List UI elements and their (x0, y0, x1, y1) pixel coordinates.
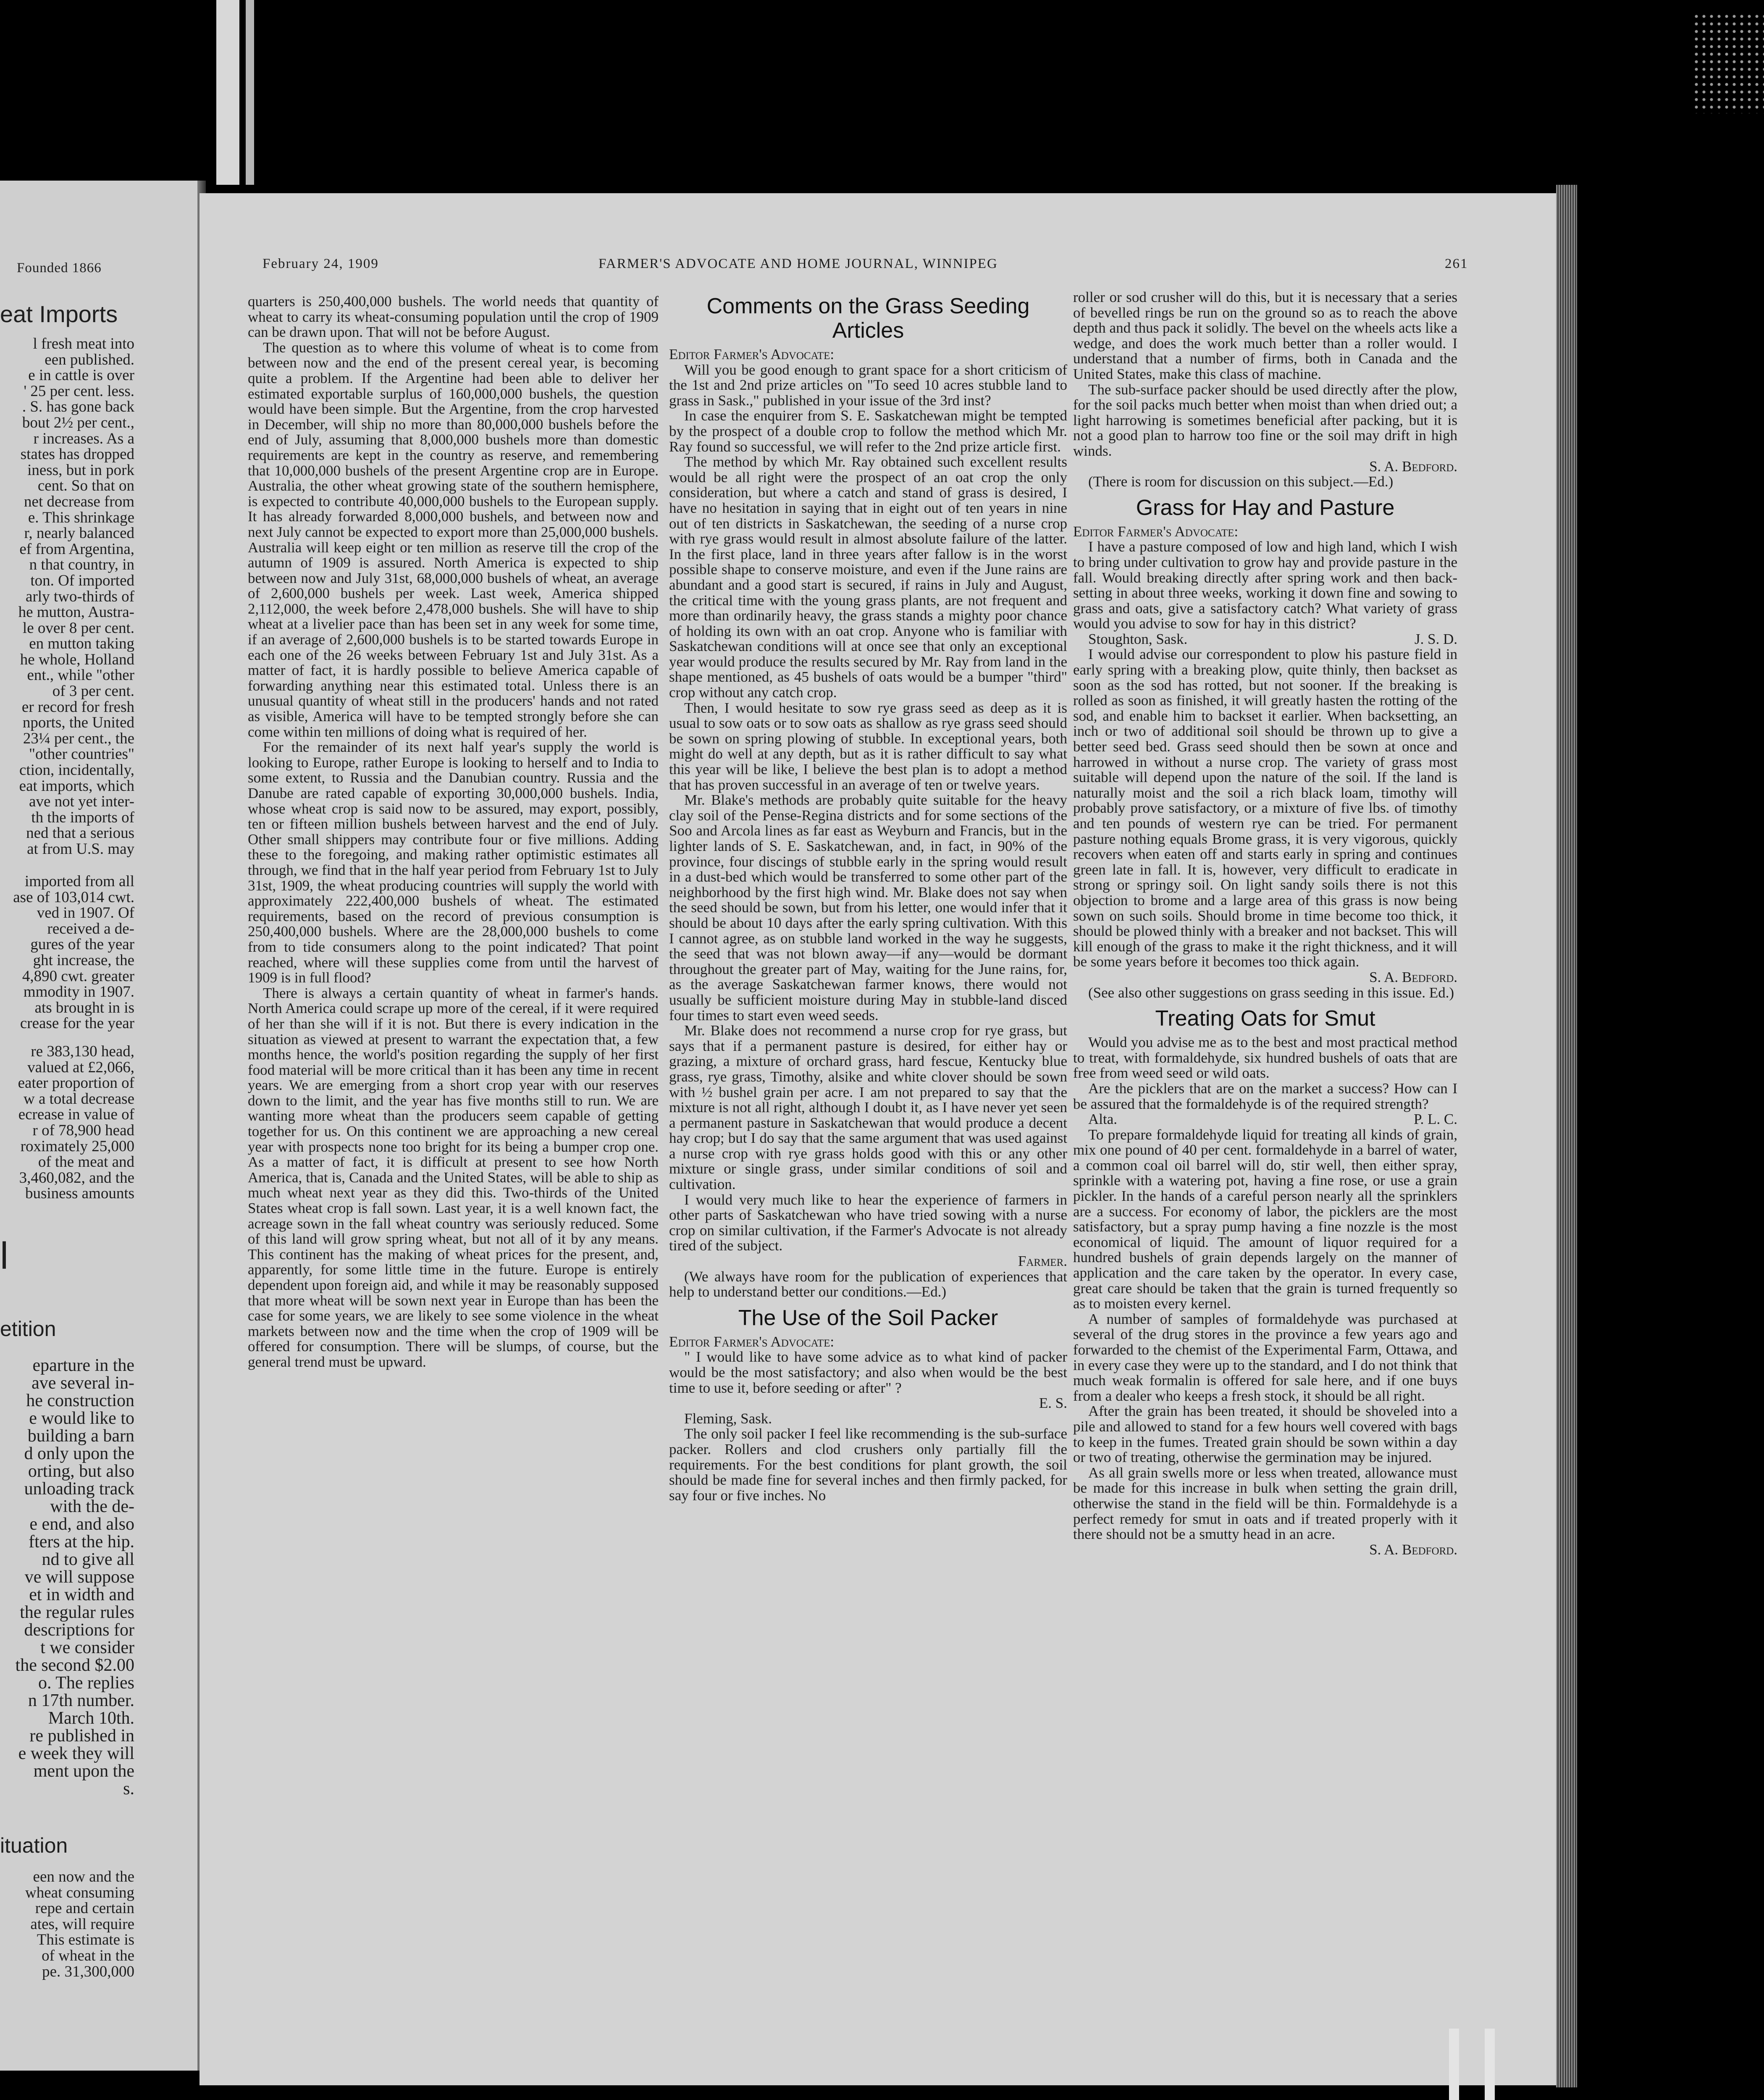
heading-fragment: l (0, 1235, 8, 1277)
text-line: ent., while "other (27, 667, 134, 684)
paragraph: The only soil packer I feel like recommending is the sub-surface packer. Rollers and clod crushers only partially fill the requirements. For the best conditions for plant growth, the soil should be made fine for several inches and then firmly packed, for say four or five inches. No (669, 1425, 1067, 1504)
article-heading: Treating Oats for Smut (1155, 1006, 1376, 1031)
paragraph: For the remainder of its next half year's supply the world is looking to Europe, rather Europe is looking to herself and to India to some extent, to Russia and the Danubian country. Russia and the Danube are rated capable of exporting 30,000,000 bushels. India, whose wheat crop is said now to be assured, may export, possibly, ten or fifteen million bushels between harvest and the end of July. Other small shippers may contribute four or five millions. Adding these to the foregoing, and making rather optimistic estimates all through, we find that in the half year period from February 1st to July 31st, 1909, the wheat producing countries will supply the world with approximately 222,400,000 bushels of wheat. The estimated requirements, based on the record of previous consumption is 250,400,000 bushels. Where are the 28,000,000 bushels to come from to tide consumers along to the point indicated? That point reached, where will these supplies come from until the harvest of 1909 is in full flood? (248, 739, 659, 986)
column-3 (1073, 290, 1457, 1557)
left-column-block-c (0, 1044, 134, 1202)
text-line: r of 78,900 head (32, 1121, 134, 1139)
text-line: repe and certain (35, 1900, 134, 1917)
editor-note: (There is room for discussion on this subject.—Ed.) (1088, 473, 1394, 490)
text-line: unloading track (24, 1479, 134, 1499)
text-line: 3,460,082, and the (19, 1169, 134, 1186)
paragraph: In case the enquirer from S. E. Saskatchewan might be tempted by the prospect of a double crop to follow the method which Mr. Ray found so successful, we will refer to the 2nd prize article first. (669, 407, 1067, 455)
article-heading: Grass for Hay and Pasture (1136, 495, 1395, 520)
text-line: ase of 103,014 cwt. (13, 888, 134, 906)
text-line: of wheat in the (42, 1947, 134, 1964)
page-edges (1556, 185, 1577, 2087)
paragraph: roller or sod crusher will do this, but it is necessary that a series of bevelled rings be run on the ground so as to reach the above depth and thus pack it solidly. The bevel on the wheels acts like a wedge, and does the work much better than a roller would. I understand that a number of firms, both in Canada and the United States, make this class of machine. (1073, 289, 1457, 382)
text-line: nports, the United (22, 714, 134, 732)
text-line: een now and the (33, 1868, 134, 1885)
text-line: e would like to (29, 1409, 134, 1428)
text-line: e week they will (18, 1744, 134, 1763)
paragraph: After the grain has been treated, it should be shoveled into a pile and allowed to stand for a few hours well covered with bags to keep in the fumes. Treated grain should be sown within a day or two of treating, otherwise the germination may be injured. (1073, 1403, 1457, 1466)
founded-label: Founded 1866 (17, 260, 102, 276)
editor-line: Editor Farmer's Advocate: (669, 346, 835, 362)
text-line: een published. (45, 351, 134, 368)
text-line: at from U.S. may (27, 840, 134, 858)
paragraph: There is always a certain quantity of wheat in farmer's hands. North America could scrape up more of the cereal, if it were required of her than she will if it is not. But there is every indication in the situation as viewed at present to warrant the expectation that, a few months hence, the world's position regarding the supply of her first food material will be more critical than it has been any time in recent years. We are emerging from a short crop year with our reserves down to the limit, and the year has five months still to run. We are wanting more wheat than the producers seem capable of getting together for us. On this continent we are approaching a new cereal year with prospects none too bright for its being a bumper crop one. As a matter of fact, it is difficult at present to see how North America, that is, Canada and the United States, will be able to ship as much wheat next year as they did this. Two-thirds of the United States wheat crop is fall sown. Last year, it is a well known fact, the acreage sown in the fall wheat country was seriously reduced. Some of this land will grow spring wheat, but not all of it by any means. This continent has the making of wheat prices for the present, and, apparently, for some little time in the future. Europe is entirely dependent upon foreign aid, and while it may be reasonably supposed that more wheat will be sown next year in Europe than has been the case for some years, we are likely to see some violence in the wheat markets between now and the time when the crop of 1909 will be offered for consumption. There will be slumps, of course, but the general trend must be upward. (248, 984, 659, 1370)
text-line: et in width and (29, 1585, 134, 1604)
place-line (1073, 1112, 1457, 1127)
signature: E. S. (1039, 1395, 1067, 1412)
text-line: received a de- (47, 920, 134, 937)
text-line: ction, incidentally, (19, 761, 134, 779)
text-line: 23¼ per cent., the (23, 730, 134, 747)
paragraph: The question as to where this volume of wheat is to come from between now and the end of the present cereal year, is becoming quite a problem. If the Argentine had been able to deliver her estimated exportable surplus of 160,000,000 bushels, the question would have been simple. But the Argentine, from the crop harvested in December, will ship no more than 80,000,000 bushels before the end of July, assuming that 8,000,000 bushels more than domestic requirements are kept in the country as reserve, and remembering that 10,000,000 bushels of the present Argentine crop are in Europe. Australia, the other wheat growing state of the southern hemisphere, is expected to contribute 40,000,000 bushels to the European supply. It has already forwarded 8,000,000 bushels, and between now and next July cannot be expected to export more than 25,000,000 bushels. Australia will keep eight or ten million as reserve till the crop of the autumn of 1909 is assured. North America is expected to ship between now and July 31st, 68,000,000 bushels of wheat, an average of 2,600,000 bushels per week. Last week, America shipped 2,112,000, the week before 2,478,000 bushels. She will have to ship wheat at a livelier pace than has been set in any week for some time, if an average of 2,600,000 bushels is to be started towards Europe in each one of the 26 weeks between February 1st and July 31st. As a matter of fact, it is hardly possible to believe America capable of forwarding anything near this estimated total. Unless there is an unusual quantity of wheat still in the producers' hands and not rated as visible, America will have to be tempted strongly before she can come within ten millions of doing what is required of her. (248, 339, 659, 740)
paragraph: To prepare formaldehyde liquid for treating all kinds of grain, mix one pound of 40 per cent. formaldehyde in a barrel of water, a common coal oil barrel will do, stir well, then either spray, sprinkle with a watering pot, having a fine rose, or use a grain pickler. In the hands of a careful person nearly all the sprinklers are a success. For economy of labor, the picklers are the most satisfactory, but a spray pump having a fine nozzle is the most economical of liquid. The amount of liquor required for a hundred bushels of grain depends largely on the manner of application and the care taken by the operator. In every case, great care should be taken that the grain is turned frequently so as to moisten every kernel. (1073, 1126, 1457, 1312)
header-page-number: 261 (1445, 256, 1468, 271)
text-line: ned that a serious (26, 824, 134, 842)
paragraph: Will you be good enough to grant space for a short criticism of the 1st and 2nd prize articles on "To seed 10 acres stubble land to grass in Sask.," published in your issue of the 3rd inst? (669, 361, 1067, 409)
text-line: er record for fresh (21, 698, 134, 716)
text-line: he mutton, Austra- (18, 604, 134, 621)
paragraph: The sub-surface packer should be used directly after the plow, for the soil packs much better when moist than when dried out; a light harrowing is sometimes beneficial after packing, but it is not a good plan to harrow too fine or the soil may drift in high winds. (1073, 381, 1457, 459)
text-line: crease for the year (20, 1015, 134, 1032)
text-line: eparture in the (32, 1356, 134, 1375)
text-line: business amounts (25, 1185, 134, 1202)
text-line: ton. Of imported (30, 572, 134, 589)
binding-strip (216, 0, 239, 185)
text-line: d only upon the (24, 1444, 134, 1463)
text-line: of 3 per cent. (52, 682, 134, 700)
text-line: pe. 31,300,000 (42, 1963, 134, 1980)
text-line: l fresh meat into (33, 335, 134, 352)
editor-line: Editor Farmer's Advocate: (1073, 523, 1239, 540)
text-line: e. This shrinkage (28, 509, 134, 526)
paragraph: Then, I would hesitate to sow rye grass seed as deep as it is usual to sow oats or to sow oats as shallow as rye grass seed should be sown on spring plowing of stubble. In exceptional years, both might do well at any depth, but as it is rather difficult to say what this year will be like, I believe the best plan is to adopt a method that has proven successful in an average of ten or twelve years. (669, 699, 1067, 793)
page-tab (1485, 2029, 1495, 2100)
text-line: en mutton taking (29, 635, 134, 653)
signature: Farmer. (1018, 1253, 1067, 1270)
text-line: w a total decrease (24, 1090, 134, 1108)
place: Stoughton, Sask. (1088, 630, 1188, 647)
page-tab (1449, 2029, 1459, 2100)
text-line: states has dropped (20, 446, 134, 463)
paragraph: quarters is 250,400,000 bushels. The world needs that quantity of wheat to carry its wheat-consuming population until the crop of 1909 can be drawn upon. That will not be before August. (248, 293, 659, 341)
place-line: Fleming, Sask. (684, 1410, 772, 1427)
text-line: fters at the hip. (29, 1532, 134, 1551)
text-line: of the meat and (38, 1153, 134, 1171)
text-line: th the imports of (31, 808, 134, 826)
text-line: re published in (29, 1726, 134, 1746)
header-title: FARMER'S ADVOCATE AND HOME JOURNAL, WINNIPEG (598, 256, 998, 271)
text-line: This estimate is (37, 1931, 134, 1949)
text-line: re 383,130 head, (31, 1043, 134, 1060)
text-line: ave several in- (32, 1373, 134, 1393)
text-line: descriptions for (24, 1620, 134, 1640)
text-line: . S. has gone back (22, 398, 134, 416)
text-line: o. The replies (38, 1673, 134, 1693)
left-column-block-a (0, 336, 134, 857)
text-line: net decrease from (24, 493, 134, 510)
paragraph: The method by which Mr. Ray obtained such excellent results would be all right were the prospect of an oat crop the only consideration, but where a catch and stand of grass is desired, I have no hesitation in saying that in eight out of ten years in nine out of ten districts in Saskatchewan, the seeding of a nurse crop with rye grass would result in almost absolute failure of the latter. In the first place, land in three years after fallow is in the worst possible shape to conserve moisture, and even if the June rains are abundant and a good start is secured, if rains in July and August, the critical time with the young grass plants, are not frequent and more than ordinarily heavy, the grass stands a mighty poor chance of holding its own with an oat crop. Anyone who is familiar with Saskatchewan conditions will at once see that only an exceptional year would produce the results secured by Mr. Ray from land in the shape mentioned, as 45 bushels of oats would be a bumper "third" crop without any catch crop. (669, 454, 1067, 701)
text-line: the regular rules (20, 1603, 134, 1622)
left-page (0, 181, 197, 2071)
initials: P. L. C. (1413, 1111, 1457, 1128)
text-line: he whole, Holland (20, 651, 134, 668)
text-line: eat imports, which (19, 777, 134, 795)
text-line: "other countries" (29, 746, 134, 763)
text-line: with the de- (50, 1497, 134, 1516)
article-heading: The Use of the Soil Packer (738, 1305, 998, 1330)
text-line: 4,890 cwt. greater (22, 967, 134, 985)
column-1 (248, 294, 659, 1370)
question: I have a pasture composed of low and high land, which I wish to bring under cultivation to grow hay and provide pasture in the fall. Would breaking directly after spring work and then back-setting in about three weeks, working it down fine and sowing to grass and oats, give a satisfactory catch? What variety of grass would you advise to sow for hay in this district? (1073, 538, 1457, 632)
editor-note: (We always have room for the publication of experiences that help to understand better our conditions.—Ed.) (669, 1268, 1067, 1300)
text-line: ave not yet inter- (29, 793, 134, 811)
paragraph: I would advise our correspondent to plow his pasture field in early spring with a breaking plow, quite thinly, then backset as soon as the sod has rotted, but not sooner. If the breaking is rolled as soon as finished, it will greatly hasten the rotting of the sod, and enable him to backset it earlier. When backsetting, an inch or two of additional soil should be thrown up to give a better seed bed. Grass seed should then be sown at once and harrowed in without a nurse crop. The variety of grass most suitable will depend upon the nature of the soil. If the land is naturally moist and the soil a rich black loam, timothy will probably prove satisfactory, or a mixture of five lbs. of timothy and ten pounds of western rye can be tried. For permanent pasture nothing equals Brome grass, it is very vigorous, quickly recovers when eaten off and starts early in spring and continues green late in fall. It is, however, very difficult to eradicate in strong or springy soil. On light sandy soils there is not this objection to brome and a large area of this grass is now being sown on such soils. Should brome in time become too thick, it should be plowed thinly with a breaker and not backset. This will kill enough of the grass to make it the right thickness, and it will be some years before it becomes too thick again. (1073, 646, 1458, 970)
text-line: r increases. As a (33, 430, 134, 447)
text-line: ved in 1907. Of (37, 904, 134, 922)
text-line: March 10th. (48, 1709, 134, 1728)
text-line: ' 25 per cent. less. (24, 382, 134, 400)
text-line: gures of the year (30, 936, 134, 953)
text-line: n that country, in (29, 556, 134, 574)
binding-strip-dark (246, 0, 254, 185)
text-line: ats brought in is (34, 999, 134, 1016)
text-line: ef from Argentina, (19, 540, 134, 558)
paragraph: As all grain swells more or less when treated, allowance must be made for this increase in bulk when setting the grain drill, otherwise the stand in the field will be thin. Formaldehyde is a perfect remedy for smut in oats and if treated properly with it there should not be a smutty head in an acre. (1073, 1464, 1457, 1543)
signature: S. A. Bedford. (1369, 1541, 1457, 1558)
text-line: cent. So that on (37, 477, 134, 495)
text-line: ecrease in value of (18, 1106, 134, 1124)
text-line: r, nearly balanced (24, 525, 134, 542)
editor-line: Editor Farmer's Advocate: (669, 1333, 835, 1350)
paragraph: I would very much like to hear the experience of farmers in other parts of Saskatchewan who have tried sowing with a nurse crop on similar cultivation, if the Farmer's Advocate is not already tired of the subject. (669, 1191, 1067, 1254)
text-line: bout 2½ per cent., (22, 414, 134, 431)
text-line: building a barn (27, 1426, 134, 1446)
question: Are the picklers that are on the market a success? How can I be assured that the formaldehyde is of the required strength? (1073, 1080, 1457, 1112)
question: Would you advise me as to the best and most practical method to treat, with formaldehyde, six hundred bushels of oats that are free from weed seed or wild oats. (1073, 1034, 1457, 1082)
text-line: le over 8 per cent. (22, 619, 134, 637)
paragraph: Mr. Blake's methods are probably quite suitable for the heavy clay soil of the Pense-Regina districts and for some sections of the Soo and Arcola lines as far east as Weyburn and Francis, but in the lighter lands of S. E. Saskatchewan, and, in fact, in 90% of the province, four discings of stubble early in the spring would result in a dust-bed which would be transferred to some other part of the neighborhood by the first high wind. Mr. Blake does not say when the seed should be sown, but from his letter, one would infer that it should be about 10 days after the early spring cultivation. With this I cannot agree, as on stubble land worked in the way he suggests, the seed that was not blown away—if any—would be dormant throughout the greater part of May, waiting for the June rains, for, as the average Saskatchewan farmer knows, there would not usually be sufficient moisture during May in stubble-land disced four times to start even weed seeds. (669, 792, 1067, 1024)
signature: S. A. Bedford. (1369, 458, 1457, 475)
text-line: roximately 25,000 (20, 1137, 134, 1155)
place: Alta. (1088, 1111, 1118, 1128)
text-line: the second $2.00 (15, 1656, 134, 1675)
text-line: nd to give all (42, 1550, 134, 1569)
halftone-corner (1693, 13, 1764, 113)
header-date: February 24, 1909 (262, 256, 379, 271)
text-line: ve will suppose (24, 1567, 134, 1587)
place-line (1073, 632, 1457, 647)
paragraph: Mr. Blake does not recommend a nurse crop for rye grass, but says that if a permanent pasture is desired, for either hay or grazing, a mixture of orchard grass, hard fescue, Kentucky blue grass, rye grass, Timothy, alsike and white clover should be sown with ½ bushel grain per acre. I am not prepared to say that the mixture is not all right, although I doubt it, as I have never yet seen a permanent pasture in Saskatchewan that would produce a decent hay crop; but I do say that the same argument that was used against a nurse crop with rye grass holds good with this or any other mixture or single grass, under similar conditions of soil and cultivation. (669, 1022, 1067, 1193)
text-line: imported from all (25, 873, 134, 890)
text-line: mmodity in 1907. (23, 983, 134, 1001)
heading-competition: etition (0, 1317, 56, 1341)
text-line: ment upon the (33, 1761, 134, 1781)
heading-imports: eat Imports (0, 301, 118, 327)
heading-situation: ituation (0, 1834, 68, 1857)
text-line: ght increase, the (33, 951, 134, 969)
text-line: ates, will require (30, 1915, 134, 1933)
text-line: s. (123, 1779, 134, 1798)
paragraph: A number of samples of formaldehyde was purchased at several of the drug stores in the province a few years ago and forwarded to the chemist of the Experimental Farm, Ottawa, and in every case they were up to the standard, and I do not think that much weak formalin is offered for sale here, and if one buys from a dealer who keeps a fresh stock, it should be all right. (1073, 1310, 1457, 1404)
signature: S. A. Bedford. (1369, 969, 1457, 985)
left-column-block-e (0, 1869, 134, 1979)
text-line: arly two-thirds of (26, 588, 134, 605)
text-line: orting, but also (28, 1462, 134, 1481)
column-2 (669, 294, 1067, 1503)
text-line: he construction (26, 1391, 134, 1410)
text-line: valued at £2,066, (27, 1058, 134, 1076)
text-line: e end, and also (29, 1515, 134, 1534)
article-heading: Comments on the Grass Seeding Articles (706, 294, 1030, 343)
left-column-block-d (0, 1357, 134, 1798)
text-line: t we consider (40, 1638, 134, 1657)
text-line: n 17th number. (28, 1691, 134, 1710)
editor-note: (See also other suggestions on grass seeding in this issue. Ed.) (1088, 984, 1454, 1001)
text-line: eater proportion of (18, 1074, 134, 1092)
left-column-block-b (0, 874, 134, 1032)
text-line: e in cattle is over (28, 367, 134, 384)
question: " I would like to have some advice as to what kind of packer would be the most satisfactory; and also when would be the best time to use it, before seeding or after" ? (669, 1349, 1067, 1396)
text-line: iness, but in pork (27, 461, 134, 479)
initials: J. S. D. (1414, 630, 1457, 647)
text-line: wheat consuming (25, 1884, 134, 1901)
